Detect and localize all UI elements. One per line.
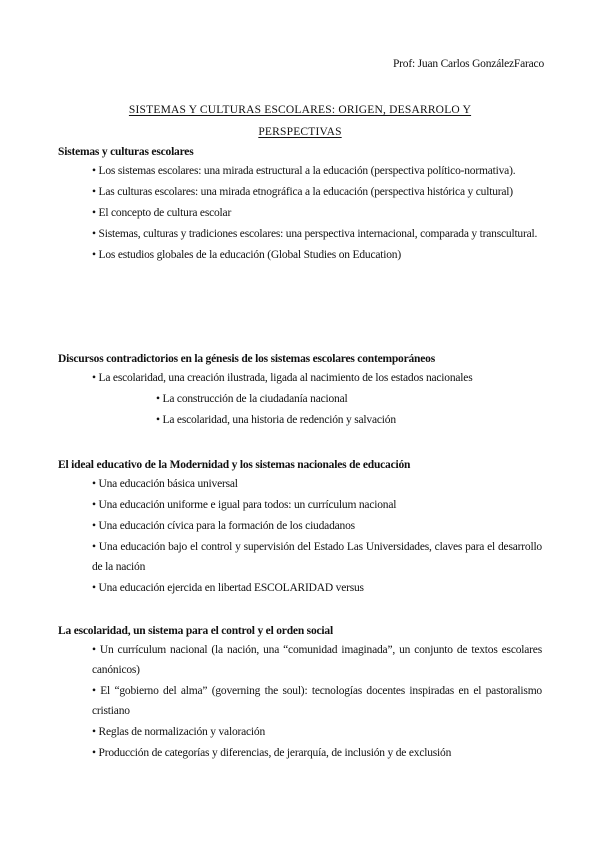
list-item: • Las culturas escolares: una mirada etnográfica a la educación (perspectiva histórica y cultural) bbox=[92, 182, 542, 202]
list-item: • El concepto de cultura escolar bbox=[92, 203, 542, 223]
list-item: • Una educación bajo el control y supervisión del Estado Las Universidades, claves para el desarrollo de la nación bbox=[92, 537, 542, 577]
list-item: • Los estudios globales de la educación (Global Studies on Education) bbox=[92, 245, 542, 265]
section-escolaridad-control bbox=[58, 622, 542, 764]
section-heading: Sistemas y culturas escolares bbox=[58, 146, 194, 158]
section-heading: La escolaridad, un sistema para el control y el orden social bbox=[58, 625, 333, 637]
section-discursos bbox=[58, 350, 542, 431]
list-item: • Producción de categorías y diferencias, de jerarquía, de inclusión y de exclusión bbox=[92, 743, 542, 763]
title-line-2: PERSPECTIVAS bbox=[258, 126, 342, 138]
list-item: • Una educación cívica para la formación de los ciudadanos bbox=[92, 516, 542, 536]
bullet-list bbox=[58, 474, 542, 598]
bullet-list bbox=[58, 161, 542, 265]
list-item: • Una educación uniforme e igual para todos: un currículum nacional bbox=[92, 495, 542, 515]
list-item: • Un currículum nacional (la nación, una “comunidad imaginada”, un conjunto de textos escolares canónicos) bbox=[92, 640, 542, 680]
list-item: • Los sistemas escolares: una mirada estructural a la educación (perspectiva político-normativa). bbox=[92, 161, 542, 181]
section-heading: El ideal educativo de la Modernidad y los sistemas nacionales de educación bbox=[58, 459, 411, 471]
list-item: • Sistemas, culturas y tradiciones escolares: una perspectiva internacional, comparada y transcultural. bbox=[92, 224, 542, 244]
section-sistemas-culturas bbox=[58, 143, 542, 266]
section-heading: Discursos contradictorios en la génesis de los sistemas escolares contemporáneos bbox=[58, 353, 435, 365]
bullet-list bbox=[58, 640, 542, 763]
list-item: • Una educación básica universal bbox=[92, 474, 542, 494]
section-ideal-educativo bbox=[58, 456, 542, 599]
author-header: Prof: Juan Carlos GonzálezFaraco bbox=[392, 58, 544, 70]
bullet-list bbox=[58, 368, 542, 430]
list-item: • Una educación ejercida en libertad ESCOLARIDAD versus bbox=[92, 578, 542, 598]
sub-list-item: • La construcción de la ciudadanía nacional bbox=[156, 389, 542, 409]
title-line-1: SISTEMAS Y CULTURAS ESCOLARES: ORIGEN, DESARROLO Y bbox=[128, 104, 472, 116]
list-item: • El “gobierno del alma” (governing the soul): tecnologías docentes inspiradas en el pastoralismo cristiano bbox=[92, 681, 542, 721]
list-item: • La escolaridad, una creación ilustrada, ligada al nacimiento de los estados nacionales bbox=[92, 368, 542, 388]
list-item: • Reglas de normalización y valoración bbox=[92, 722, 542, 742]
sub-list-item: • La escolaridad, una historia de redención y salvación bbox=[156, 410, 542, 430]
document-title bbox=[58, 99, 542, 143]
